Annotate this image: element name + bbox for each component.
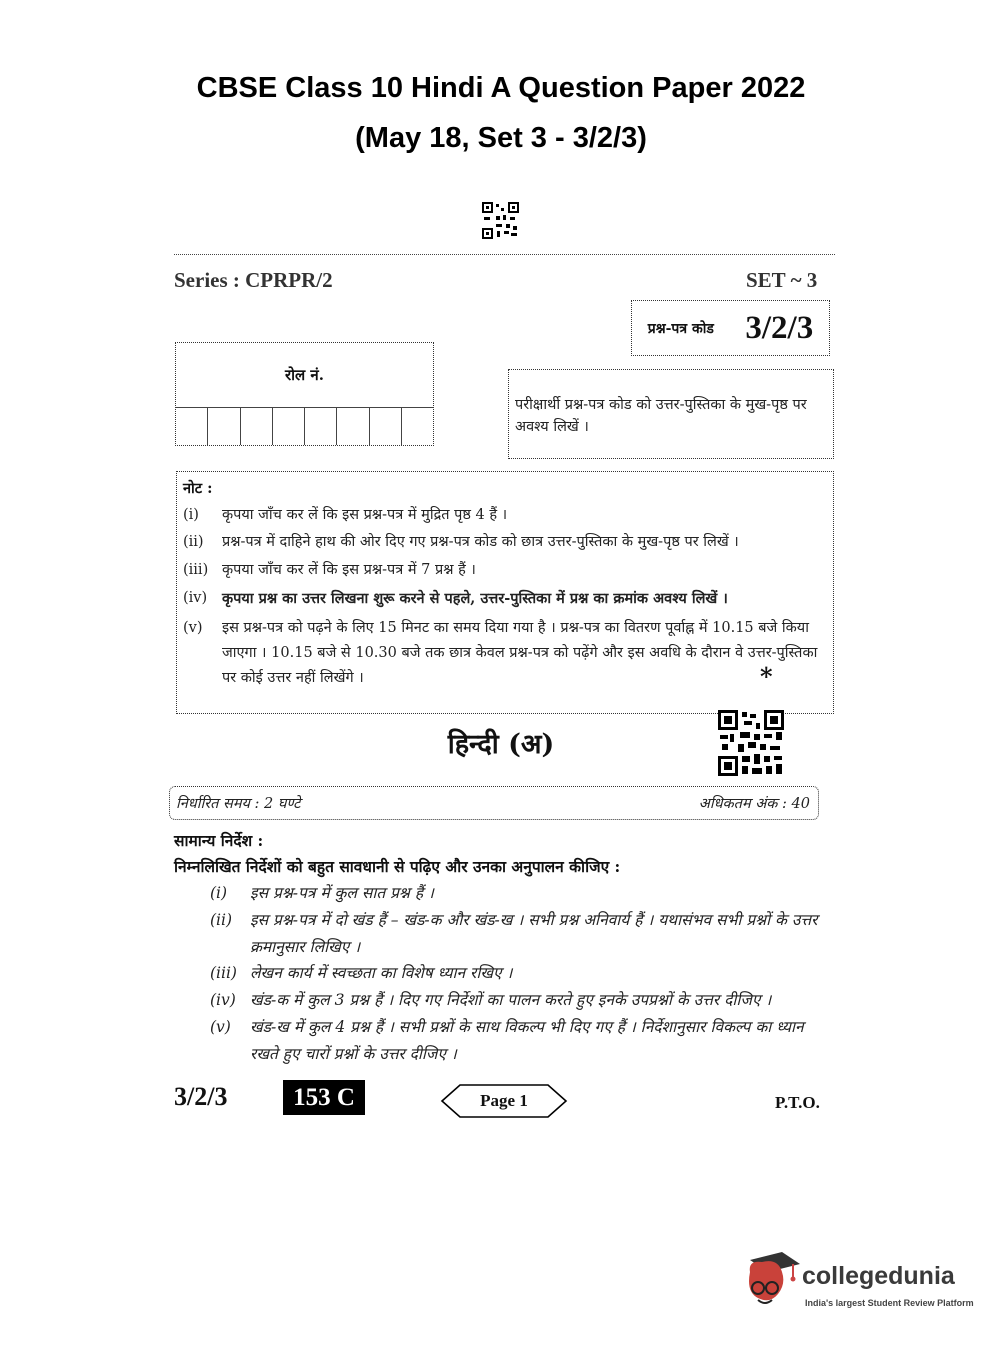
instruction-text: खंड-क में कुल 3 प्रश्न हैं । दिए गए निर्देशों का पालन करते हुए इनके उपप्रश्नों के उत्तर दीजिए । xyxy=(250,991,772,1009)
note-box xyxy=(176,471,834,714)
note-item-number: (iii) xyxy=(183,562,209,578)
page-indicator xyxy=(440,1084,568,1118)
divider xyxy=(174,254,835,255)
qr-code-icon xyxy=(718,710,784,776)
note-item-text: इस प्रश्न-पत्र को पढ़ने के लिए 15 मिनट का समय दिया गया है । प्रश्न-पत्र का वितरण पूर्वाह्न में 10.15 बजे किया जाएगा । 10.15 बजे से 10.30 बजे तक छात्र केवल प्रश्न-पत्र को पढ़ेंगे और इस अवधि के दौरान वे उत्तर-पुस्तिका पर कोई उत्तर नहीं लिखेंगे । xyxy=(222,620,818,686)
note-item-number: (iv) xyxy=(183,590,208,606)
note-item-text: कृपया जाँच कर लें कि इस प्रश्न-पत्र में मुद्रित पृष्ठ 4 हैं । xyxy=(222,507,508,523)
instruction-number: (ii) xyxy=(210,911,233,929)
roll-cell xyxy=(241,407,273,445)
roll-number-cells xyxy=(176,407,433,445)
page-title: CBSE Class 10 Hindi A Question Paper 2022 xyxy=(196,72,806,104)
candidate-instruction: परीक्षार्थी प्रश्न-पत्र कोड को उत्तर-पुस्तिका के मुख-पृष्ठ पर अवश्य लिखें । xyxy=(508,369,834,459)
note-item-text: कृपया जाँच कर लें कि इस प्रश्न-पत्र में 7 प्रश्न हैं । xyxy=(222,562,476,578)
note-item-text: कृपया प्रश्न का उत्तर लिखना शुरू करने से पहले, उत्तर-पुस्तिका में प्रश्न का क्रमांक अवश्य लिखें । xyxy=(222,590,728,607)
general-instructions-intro: निम्नलिखित निर्देशों को बहुत सावधानी से पढ़िए और उनका अनुपालन कीजिए : xyxy=(174,857,621,876)
roll-cell xyxy=(370,407,402,445)
paper-code-label: प्रश्न-पत्र कोड xyxy=(647,320,714,337)
instruction-number: (iv) xyxy=(210,991,236,1009)
general-instructions-title: सामान्य निर्देश : xyxy=(174,831,264,850)
star-mark: * xyxy=(760,662,773,691)
brand-tagline: India's largest Student Review Platform xyxy=(805,1298,974,1308)
roll-cell xyxy=(273,407,305,445)
brand-name: collegedunia xyxy=(802,1262,955,1290)
note-item-text: प्रश्न-पत्र में दाहिने हाथ की ओर दिए गए प्रश्न-पत्र कोड को छात्र उत्तर-पुस्तिका के मुख-पृष्ठ पर लिखें । xyxy=(222,534,739,550)
note-item-number: (ii) xyxy=(183,534,204,550)
paper-code-value: 3/2/3 xyxy=(745,309,814,346)
footer-paper-code: 3/2/3 xyxy=(174,1082,228,1111)
instruction-text: लेखन कार्य में स्वच्छता का विशेष ध्यान रखिए । xyxy=(250,964,513,982)
instruction-text: इस प्रश्न-पत्र में कुल सात प्रश्न हैं । xyxy=(250,884,434,902)
instruction-number: (iii) xyxy=(210,964,237,982)
note-item-number: (i) xyxy=(183,507,199,523)
time-marks-bar xyxy=(169,786,819,820)
note-item-number: (v) xyxy=(183,620,203,636)
booklet-code: 153 C xyxy=(283,1080,365,1115)
pto-label: P.T.O. xyxy=(775,1093,820,1112)
max-marks: अधिकतम अंक : 40 xyxy=(698,796,810,812)
roll-cell xyxy=(208,407,240,445)
note-title: नोट : xyxy=(183,480,213,497)
series-label: Series : CPRPR/2 xyxy=(174,268,333,292)
instruction-number: (v) xyxy=(210,1018,231,1036)
qr-code-icon xyxy=(482,202,519,239)
instruction-number: (i) xyxy=(210,884,228,902)
subject-title: हिन्दी (अ) xyxy=(447,729,555,760)
instruction-text: इस प्रश्न-पत्र में दो खंड हैं – खंड-क और खंड-ख । सभी प्रश्न अनिवार्य हैं । यथासंभव सभी प्रश्नों के उत्तर क्रमानुसार लिखिए । xyxy=(250,911,818,956)
roll-number-label: रोल नं. xyxy=(285,366,324,384)
page-number: Page 1 xyxy=(480,1091,528,1110)
collegedunia-logo-icon xyxy=(742,1250,802,1310)
roll-cell xyxy=(305,407,337,445)
time-allowed: निर्धारित समय : 2 घण्टे xyxy=(176,796,301,812)
roll-number-box xyxy=(175,342,434,446)
roll-cell xyxy=(402,407,433,445)
paper-code-box xyxy=(631,300,830,356)
roll-cell xyxy=(176,407,208,445)
page-subtitle: (May 18, Set 3 - 3/2/3) xyxy=(355,122,647,154)
roll-cell xyxy=(337,407,369,445)
instruction-text: खंड-ख में कुल 4 प्रश्न हैं । सभी प्रश्नों के साथ विकल्प भी दिए गए हैं । निर्देशानुसार विकल्प का ध्यान रखते हुए चारों प्रश्नों के उत्तर दीजिए । xyxy=(250,1018,804,1063)
set-label: SET ~ 3 xyxy=(746,268,818,292)
